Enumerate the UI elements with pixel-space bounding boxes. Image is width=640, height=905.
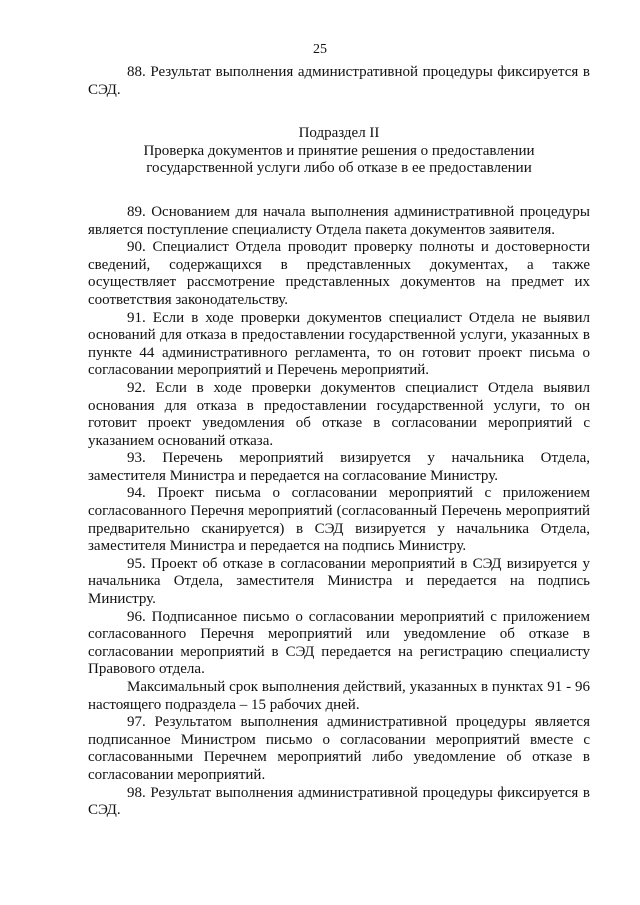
subsection-heading <box>88 125 590 178</box>
paragraph-92: 92. Если в ходе проверки документов специалист Отдела выявил основания для отказа в предоставлении государственной услуги, то он готовит проект уведомления об отказе в согласовании мероприятий с указанием оснований отказа. <box>88 379 590 449</box>
paragraph-90: 90. Специалист Отдела проводит проверку полноты и достоверности сведений, содержащихся в представленных документах, а также осуществляет рассмотрение представленных документов на предмет их соответствия законодательству. <box>88 239 590 308</box>
paragraph-max-term: Максимальный срок выполнения действий, указанных в пунктах 91 - 96 настоящего подраздела – 15 рабочих дней. <box>88 679 590 713</box>
document-body <box>88 64 590 820</box>
subsection-heading-line-1: Проверка документов и принятие решения о предоставлении <box>143 142 535 159</box>
paragraph-93: 93. Перечень мероприятий визируется у начальника Отдела, заместителя Министра и передается на согласование Министру. <box>88 450 590 484</box>
subsection-heading-line-2: государственной услуги либо об отказе в ее предоставлении <box>146 160 532 177</box>
paragraph-97: 97. Результатом выполнения административной процедуры является подписанное Министром письмо о согласовании мероприятий вместе с согласованными Перечнем мероприятий либо уведомление об отказе в согласовании мероприятий. <box>88 714 590 783</box>
paragraph-95: 95. Проект об отказе в согласовании мероприятий в СЭД визируется у начальника Отдела, заместителя Министра и передается на подпись Министру. <box>88 555 590 608</box>
paragraph-98: 98. Результат выполнения административной процедуры фиксируется в СЭД. <box>88 784 590 819</box>
page-number: 25 <box>313 42 327 57</box>
paragraph-91: 91. Если в ходе проверки документов специалист Отдела не выявил оснований для отказа в предоставлении государственной услуги, указанных в пункте 44 административного регламента, то он готовит проект письма о согласовании мероприятий и Перечень мероприятий. <box>88 309 590 379</box>
paragraph-88: 88. Результат выполнения административной процедуры фиксируется в СЭД. <box>88 64 590 98</box>
paragraph-94: 94. Проект письма о согласовании мероприятий с приложением согласованного Перечня мероприятий (согласованный Перечень мероприятий предварительно сканируется) в СЭД визируется у начальника Отдела, заместителя Министра и передается на подпись Министру. <box>88 485 590 555</box>
paragraph-89: 89. Основанием для начала выполнения административной процедуры является поступление специалисту Отдела пакета документов заявителя. <box>88 203 590 238</box>
subsection-title: Подраздел II <box>298 125 380 142</box>
paragraph-96: 96. Подписанное письмо о согласовании мероприятий с приложением согласованного Перечня мероприятий или уведомление об отказе в согласовании мероприятий в СЭД передается на регистрацию специалисту Правового отдела. <box>88 608 590 678</box>
